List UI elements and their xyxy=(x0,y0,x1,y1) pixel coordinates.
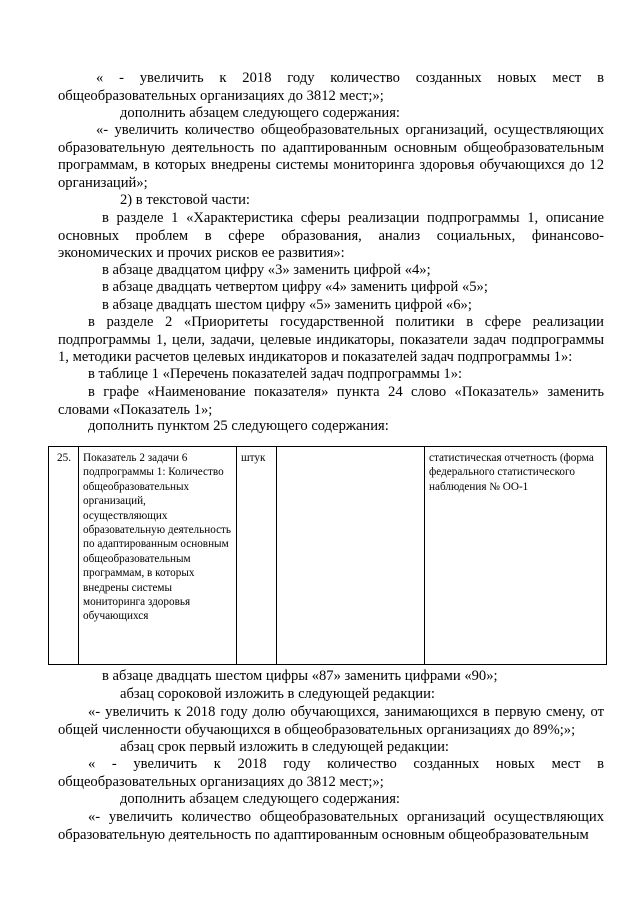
indicator-table xyxy=(48,446,607,665)
indicator-name-cell: Показатель 2 задачи 6 подпрограммы 1: Количество общеобразовательных организаций, осуществляющих образовательную деятельность по адаптированным основным общеобразовательным программам, в которых внедрены системы мониторинга здоровья обучающихся xyxy=(79,447,237,665)
paragraph: «- увеличить количество общеобразовательных организаций, осуществляющих образовательную деятельность по адаптированным основным общеобразовательным программам, в которых внедрены системы мониторинга здоровья обучающихся до 12 организаций»; xyxy=(58,122,604,191)
paragraph: в таблице 1 «Перечень показателей задач подпрограммы 1»: xyxy=(88,366,463,382)
paragraph: абзац сороковой изложить в следующей редакции: xyxy=(120,686,435,702)
paragraph: в абзаце двадцатом цифру «3» заменить цифрой «4»; xyxy=(102,262,431,278)
paragraph: «- увеличить к 2018 году долю обучающихся, занимающихся в первую смену, от общей численности обучающихся в общеобразовательных организациях до 89%;»; xyxy=(58,704,604,738)
paragraph: « - увеличить к 2018 году количество созданных новых мест в общеобразовательных организациях до 3812 мест;»; xyxy=(58,756,604,790)
paragraph: в разделе 1 «Характеристика сферы реализации подпрограммы 1, описание основных проблем в сфере образования, анализ социальных, финансово-экономических и прочих рисков ее развития»: xyxy=(58,210,604,262)
paragraph: «- увеличить количество общеобразовательных организаций осуществляющих образовательную деятельность по адаптированным основным общеобразовательным xyxy=(58,809,604,843)
paragraph: 2) в текстовой части: xyxy=(120,192,250,208)
paragraph: в графе «Наименование показателя» пункта 24 слово «Показатель» заменить словами «Показатель 1»; xyxy=(58,384,604,418)
source-cell: статистическая отчетность (форма федерального статистического наблюдения № ОО-1 xyxy=(425,447,607,665)
paragraph: в абзаце двадцать четвертом цифру «4» заменить цифрой «5»; xyxy=(102,279,488,295)
paragraph: дополнить пунктом 25 следующего содержания: xyxy=(88,418,389,434)
table-row xyxy=(49,447,607,665)
paragraph: в абзаце двадцать шестом цифру «5» заменить цифрой «6»; xyxy=(102,297,472,313)
paragraph: « - увеличить к 2018 году количество созданных новых мест в общеобразовательных организациях до 3812 мест;»; xyxy=(58,70,604,104)
unit-cell: штук xyxy=(237,447,277,665)
paragraph: дополнить абзацем следующего содержания: xyxy=(120,791,400,807)
paragraph: в абзаце двадцать шестом цифры «87» заменить цифрами «90»; xyxy=(102,668,498,684)
paragraph: дополнить абзацем следующего содержания: xyxy=(120,105,400,121)
row-number-cell: 25. xyxy=(49,447,79,665)
empty-cell-4 xyxy=(277,447,425,665)
paragraph: в разделе 2 «Приоритеты государственной политики в сфере реализации подпрограммы 1, цели, задачи, целевые индикаторы, показатели задач подпрограммы 1, методики расчетов целевых индикаторов и показателей задач подпрограммы 1»: xyxy=(58,314,604,366)
paragraph: абзац срок первый изложить в следующей редакции: xyxy=(120,739,449,755)
